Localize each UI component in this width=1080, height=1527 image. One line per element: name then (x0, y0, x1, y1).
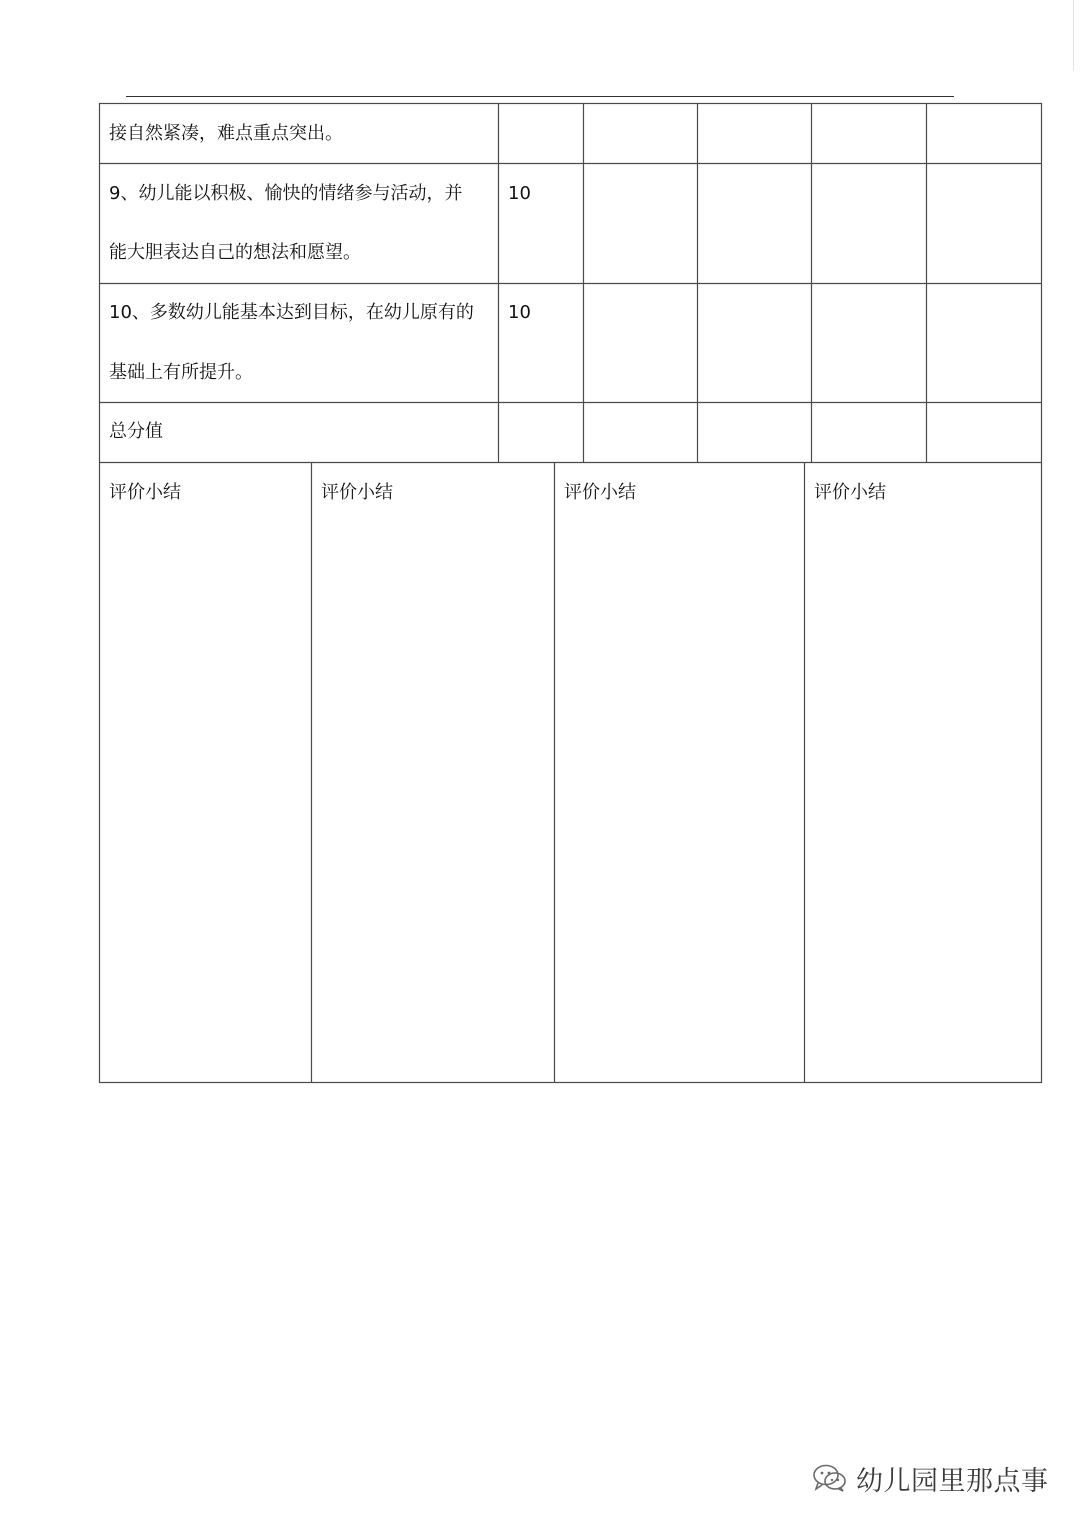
table-row-item: 9、幼儿能以积极、愉快的情绪参与活动，并 (109, 183, 463, 204)
summary-label: 评价小结 (321, 482, 393, 503)
watermark (812, 1458, 1049, 1498)
total-score-label: 总分值 (109, 421, 163, 442)
table-row-item: 10、多数幼儿能基本达到目标，在幼儿原有的 (109, 302, 474, 323)
table-row-item: 接自然紧凑，难点重点突出。 (109, 123, 343, 144)
table-row-item: 能大胆表达自己的想法和愿望。 (109, 242, 361, 263)
table-row-score: 10 (508, 183, 531, 204)
table-row-score: 10 (508, 302, 531, 323)
watermark-text: 幼儿园里那点事 (856, 1465, 1049, 1497)
table-row-item: 基础上有所提升。 (109, 362, 253, 383)
wechat-icon (812, 1463, 848, 1493)
summary-label: 评价小结 (109, 482, 181, 503)
summary-label: 评价小结 (564, 482, 636, 503)
summary-label: 评价小结 (814, 482, 886, 503)
